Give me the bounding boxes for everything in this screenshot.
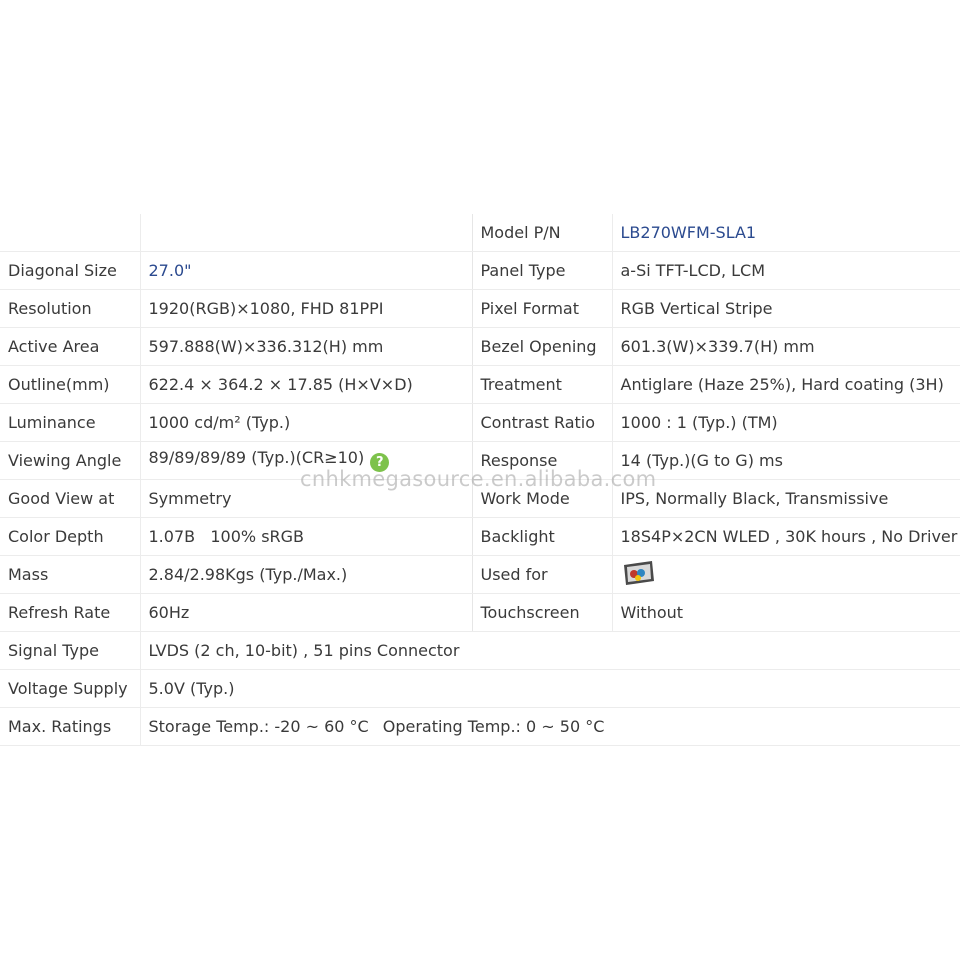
spec-value: a-Si TFT-LCD, LCM xyxy=(612,252,960,290)
storage-temp: Storage Temp.: -20 ~ 60 °C xyxy=(148,716,369,736)
used-for-cell xyxy=(612,556,960,594)
spec-label: Model P/N xyxy=(472,214,612,252)
table-row xyxy=(0,594,960,632)
model-pn-value: LB270WFM-SLA1 xyxy=(612,214,960,252)
table-row xyxy=(0,708,960,746)
spec-value: 60Hz xyxy=(140,594,472,632)
watermark: cnhkmegasource.en.alibaba.com xyxy=(300,467,657,491)
table-row xyxy=(0,632,960,670)
operating-temp: Operating Temp.: 0 ~ 50 °C xyxy=(382,716,605,736)
spec-value: 1000 : 1 (Typ.) (TM) xyxy=(612,404,960,442)
spec-value: LVDS (2 ch, 10-bit) , 51 pins Connector xyxy=(140,632,960,670)
help-icon[interactable]: ? xyxy=(370,453,389,472)
max-ratings-value xyxy=(140,708,960,746)
spec-value: 89/89/89/89 (Typ.)(CR≥10) xyxy=(148,448,365,467)
monitor-icon xyxy=(621,559,657,591)
spec-value: 1.07B 100% sRGB xyxy=(140,518,472,556)
spec-label: Good View at xyxy=(0,480,140,518)
spec-label: Active Area xyxy=(0,328,140,366)
diagonal-size-value: 27.0" xyxy=(140,252,472,290)
spec-label: Signal Type xyxy=(0,632,140,670)
table-row xyxy=(0,518,960,556)
spec-value: Antiglare (Haze 25%), Hard coating (3H) xyxy=(612,366,960,404)
table-row xyxy=(0,252,960,290)
spec-label: Max. Ratings xyxy=(0,708,140,746)
spec-label: Resolution xyxy=(0,290,140,328)
spec-value: 622.4 × 364.2 × 17.85 (H×V×D) xyxy=(140,366,472,404)
spec-label: Pixel Format xyxy=(472,290,612,328)
spec-value: RGB Vertical Stripe xyxy=(612,290,960,328)
spec-value: 5.0V (Typ.) xyxy=(140,670,960,708)
table-row xyxy=(0,670,960,708)
spec-value: 1000 cd/m² (Typ.) xyxy=(140,404,472,442)
spec-label: Response xyxy=(472,442,612,480)
spec-label: Diagonal Size xyxy=(0,252,140,290)
table-row xyxy=(0,214,960,252)
spec-label: Panel Type xyxy=(472,252,612,290)
spec-label: Work Mode xyxy=(472,480,612,518)
spec-value-cell xyxy=(140,442,472,480)
spec-value: 14 (Typ.)(G to G) ms xyxy=(612,442,960,480)
spec-label: Treatment xyxy=(472,366,612,404)
spec-label: Color Depth xyxy=(0,518,140,556)
spec-label: Viewing Angle xyxy=(0,442,140,480)
spec-value: 18S4P×2CN WLED , 30K hours , No Driver xyxy=(612,518,960,556)
spec-value: Symmetry xyxy=(140,480,472,518)
spec-label: Contrast Ratio xyxy=(472,404,612,442)
spec-label: Outline(mm) xyxy=(0,366,140,404)
spec-value: 2.84/2.98Kgs (Typ./Max.) xyxy=(140,556,472,594)
spec-value: 601.3(W)×339.7(H) mm xyxy=(612,328,960,366)
spec-table xyxy=(0,214,960,746)
spec-label: Backlight xyxy=(472,518,612,556)
spec-value: IPS, Normally Black, Transmissive xyxy=(612,480,960,518)
spec-value: 597.888(W)×336.312(H) mm xyxy=(140,328,472,366)
spec-label: Refresh Rate xyxy=(0,594,140,632)
spec-label: Mass xyxy=(0,556,140,594)
spec-value: Without xyxy=(612,594,960,632)
spec-label: Bezel Opening xyxy=(472,328,612,366)
spec-label: Used for xyxy=(472,556,612,594)
table-row xyxy=(0,366,960,404)
table-row xyxy=(0,328,960,366)
table-row xyxy=(0,556,960,594)
table-row xyxy=(0,442,960,480)
table-row xyxy=(0,480,960,518)
table-row xyxy=(0,404,960,442)
spec-label: Voltage Supply xyxy=(0,670,140,708)
spec-value: 1920(RGB)×1080, FHD 81PPI xyxy=(140,290,472,328)
spec-label: Luminance xyxy=(0,404,140,442)
spec-label xyxy=(0,214,140,252)
table-row xyxy=(0,290,960,328)
spec-value xyxy=(140,214,472,252)
spec-label: Touchscreen xyxy=(472,594,612,632)
